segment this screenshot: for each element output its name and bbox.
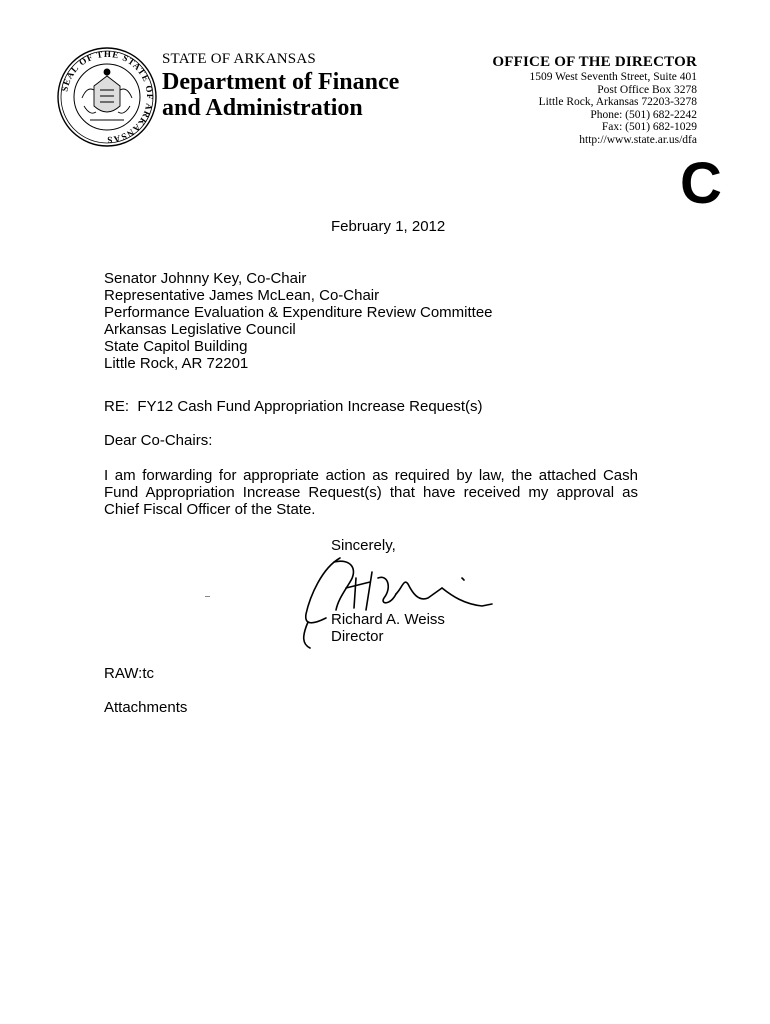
exhibit-mark: C [680, 151, 722, 216]
state-name: STATE OF ARKANSAS [162, 51, 316, 67]
office-address-city: Little Rock, Arkansas 72203-3278 [538, 96, 697, 108]
letter-body [104, 467, 638, 518]
body-line: Chief Fiscal Officer of the State. [104, 501, 316, 518]
address-line: Senator Johnny Key, Co-Chair [104, 270, 307, 287]
address-line: Little Rock, AR 72201 [104, 355, 249, 372]
state-seal-icon [56, 46, 158, 148]
subject-line: RE: FY12 Cash Fund Appropriation Increase Request(s) [104, 398, 483, 415]
office-website: http://www.state.ar.us/dfa [579, 133, 697, 146]
closing: Sincerely, [331, 537, 396, 554]
office-phone: Phone: (501) 682-2242 [590, 108, 697, 121]
body-line: I am forwarding for appropriate action as required by law, the attached Cash [104, 467, 638, 484]
signer-title: Director [331, 628, 384, 645]
department-name [162, 69, 399, 121]
body-line: Fund Appropriation Increase Request(s) that have received my approval as [104, 484, 638, 501]
signature-icon [292, 548, 512, 658]
enclosure-note: Attachments [104, 699, 188, 716]
address-line: Performance Evaluation & Expenditure Review Committee [104, 304, 493, 321]
department-line-2: and Administration [162, 95, 363, 121]
office-address-pobox: Post Office Box 3278 [597, 83, 697, 96]
letter-date: February 1, 2012 [331, 218, 446, 235]
office-address-street: 1509 West Seventh Street, Suite 401 [529, 71, 697, 83]
address-line: Arkansas Legislative Council [104, 321, 296, 338]
typist-initials: RAW:tc [104, 665, 155, 682]
scan-artifact [205, 596, 210, 597]
address-line: State Capitol Building [104, 338, 248, 355]
department-line-1: Department of Finance [162, 69, 400, 95]
signer-name: Richard A. Weiss [331, 611, 445, 628]
salutation: Dear Co-Chairs: [104, 432, 213, 449]
office-title: OFFICE OF THE DIRECTOR [492, 54, 697, 70]
recipient-address [104, 270, 493, 372]
svg-text:SEAL OF THE STATE OF ARKANSAS: SEAL OF THE STATE OF ARKANSAS [59, 48, 156, 146]
address-line: Representative James McLean, Co-Chair [104, 287, 380, 304]
office-fax: Fax: (501) 682-1029 [601, 121, 697, 133]
office-block [492, 54, 697, 146]
